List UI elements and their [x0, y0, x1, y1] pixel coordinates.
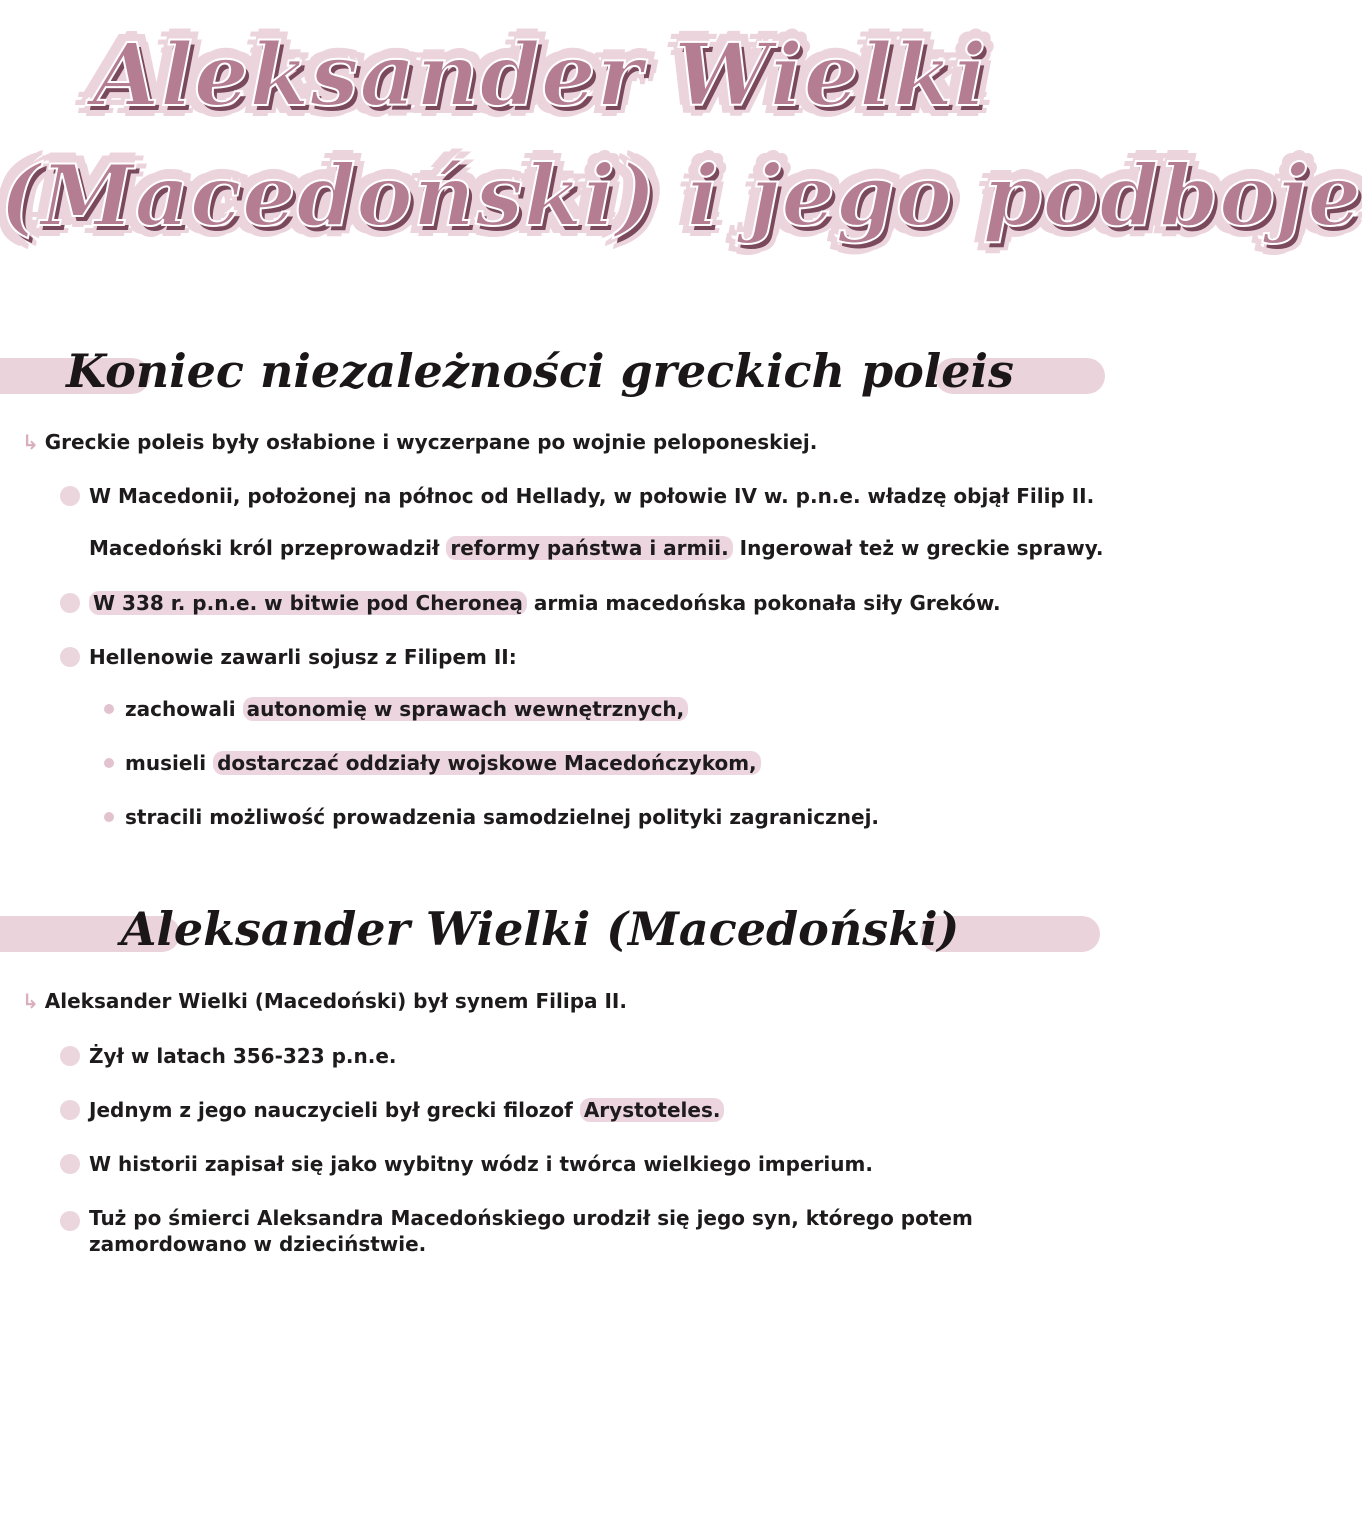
highlight: autonomię w sprawach wewnętrznych, [243, 697, 689, 721]
list-item-text: armia macedońska pokonała siły Greków. [526, 591, 1001, 615]
bullet-icon [60, 486, 80, 506]
bullet-icon [60, 1154, 80, 1174]
text-fragment: zachowali [125, 697, 243, 721]
list-item-text: W historii zapisał się jako wybitny wódz i twórca wielkiego imperium. [89, 1152, 873, 1176]
sub-bullet-icon [104, 758, 114, 768]
sub-bullet-icon [104, 704, 114, 714]
arrow-icon: ↳ [22, 430, 39, 454]
list-item [60, 589, 1001, 617]
lead-text: Greckie poleis były osłabione i wyczerpane po wojnie peloponeskiej. [44, 430, 818, 454]
sub-bullet-icon [104, 812, 114, 822]
highlight: dostarczać oddziały wojskowe Macedończykom, [213, 751, 761, 775]
text-fragment: Ingerował też w greckie sprawy. [732, 536, 1104, 560]
bullet-icon [60, 1046, 80, 1066]
list-item [60, 482, 1094, 510]
list-item [60, 1096, 724, 1124]
list-item [60, 1150, 873, 1178]
bullet-icon [60, 1211, 80, 1231]
bullet-icon [60, 1100, 80, 1120]
highlight: Arystoteles. [580, 1098, 725, 1122]
list-item-text: Hellenowie zawarli sojusz z Filipem II: [89, 645, 517, 669]
arrow-icon: ↳ [22, 989, 39, 1013]
list-item-text: Żył w latach 356-323 p.n.e. [89, 1044, 397, 1068]
section-heading: Koniec niezależności greckich poleis [66, 344, 1014, 398]
lead-paragraph [22, 989, 627, 1013]
text-fragment: Macedoński król przeprowadził [89, 536, 447, 560]
highlight: reformy państwa i armii. [446, 536, 732, 560]
bullet-icon [60, 593, 80, 613]
sub-list-item [104, 751, 761, 775]
sub-list-item-text: stracili możliwość prowadzenia samodzielnej polityki zagranicznej. [125, 805, 880, 829]
highlight: W 338 r. p.n.e. w bitwie pod Cheroneą [89, 591, 527, 615]
text-fragment: Jednym z jego nauczycieli był grecki filozof [89, 1098, 580, 1122]
list-item [60, 1205, 1020, 1257]
bullet-icon [60, 647, 80, 667]
page-title-line-2: (Macedoński) i jego podboje [0, 146, 1362, 245]
list-item-text: Tuż po śmierci Aleksandra Macedońskiego urodził się jego syn, którego potem zamordowano w dzieciństwie. [89, 1206, 973, 1256]
list-item [60, 643, 517, 671]
text-fragment: musieli [125, 751, 214, 775]
section-heading: Aleksander Wielki (Macedoński) [120, 902, 960, 956]
page-title-line-1: Aleksander Wielki [92, 25, 988, 126]
lead-text: Aleksander Wielki (Macedoński) był synem Filipa II. [44, 989, 627, 1013]
list-item-text: W Macedonii, położonej na północ od Hellady, w połowie IV w. p.n.e. władzę objął Filip II. [89, 484, 1095, 508]
lead-paragraph [22, 430, 817, 454]
list-item [60, 1042, 397, 1070]
sub-list-item [104, 697, 688, 721]
list-item-continuation [89, 536, 1104, 560]
sub-list-item [104, 805, 879, 829]
